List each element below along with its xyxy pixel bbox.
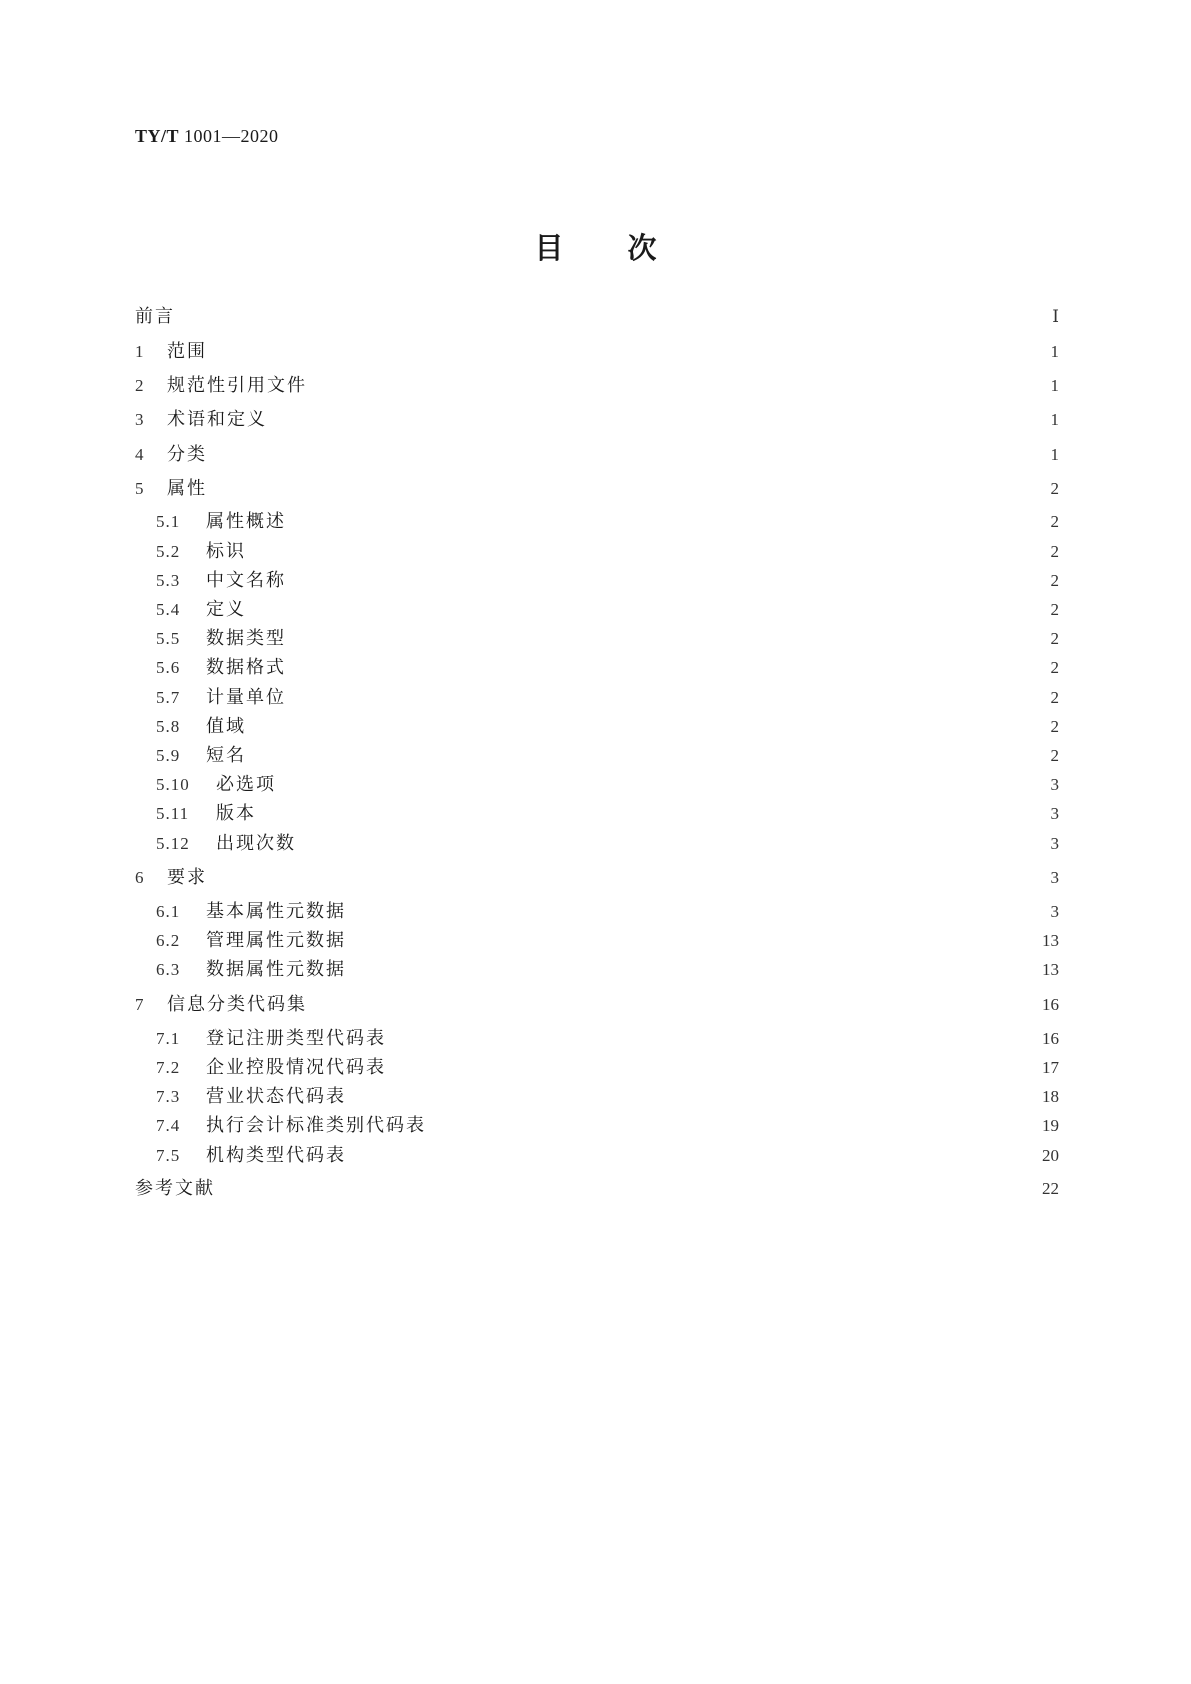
toc-leader [296,627,1039,651]
toc-entry-4[interactable] [135,443,1059,467]
toc-entry-label: 规范性引用文件 [167,375,307,396]
standard-number: 1001—2020 [184,126,279,146]
toc-entry-label: 数据属性元数据 [206,959,346,980]
toc-entry-5-5[interactable] [156,627,1059,651]
toc-entry-7-2[interactable] [156,1056,1059,1080]
toc-entry-number: 4 [135,445,144,464]
toc-entry-number: 6.3 [156,960,181,979]
toc-entry-label: 属性概述 [206,511,286,532]
toc-entry-3[interactable] [135,408,1059,432]
toc-entry-label: 中文名称 [206,570,286,591]
toc-entry-number: 5.6 [156,658,181,677]
toc-entry-number: 2 [135,376,144,395]
toc-entry-5-4[interactable] [156,598,1059,622]
toc-entry-page: 2 [1050,717,1059,736]
toc-entry-number: 5.1 [156,512,181,531]
toc-leader [225,1177,1034,1201]
toc-entry-number: 6.1 [156,902,181,921]
toc-entry-page: 3 [1050,804,1059,823]
toc-entry-5-9[interactable] [156,744,1059,768]
toc-entry-number: 7.2 [156,1058,181,1077]
toc-entry-page: 2 [1050,746,1059,765]
toc-entry-5-6[interactable] [156,656,1059,680]
toc-entry-7-1[interactable] [156,1027,1059,1051]
toc-entry-label: 前言 [135,306,175,327]
toc-leader [388,1056,1034,1080]
toc-leader [258,802,1039,826]
toc-leader [277,408,1039,432]
toc-entry-page: 19 [1042,1116,1059,1135]
toc-entry-number: 5.11 [156,804,190,823]
toc-entry-label: 范围 [167,341,207,362]
toc-entry-number: 6 [135,868,144,887]
toc-entry-page: Ⅰ [1052,307,1059,326]
toc-entry-label: 计量单位 [206,687,286,708]
toc-leader [296,569,1039,593]
toc-entry-5-1[interactable] [156,510,1059,534]
toc-entry-6[interactable] [135,866,1059,890]
toc-leader [278,773,1039,797]
toc-entry-number: 3 [135,410,144,429]
toc-leader [217,340,1039,364]
toc-entry-label: 属性 [167,478,207,499]
toc-entry-page: 18 [1042,1087,1059,1106]
toc-entry-page: 2 [1050,512,1059,531]
toc-entry-7-5[interactable] [156,1144,1059,1168]
toc-entry-label: 值域 [206,716,246,737]
toc-entry-5-2[interactable] [156,540,1059,564]
toc-entry-page: 2 [1050,479,1059,498]
toc-entry-page: 13 [1042,931,1059,950]
toc-entry-label: 参考文献 [135,1178,215,1199]
toc-leader [217,443,1039,467]
toc-entry-page: 2 [1050,688,1059,707]
toc-entry-bibliography[interactable] [135,1177,1059,1201]
toc-entry-5-11[interactable] [156,802,1059,826]
toc-entry-number: 6.2 [156,931,181,950]
toc-entry-label: 基本属性元数据 [206,901,346,922]
toc-entry-7-3[interactable] [156,1085,1059,1109]
toc-entry-label: 标识 [206,541,246,562]
toc-entry-5-8[interactable] [156,715,1059,739]
toc-entry-5-12[interactable] [156,832,1059,856]
toc-entry-number: 7.5 [156,1146,181,1165]
toc-leader [256,715,1039,739]
toc-entry-label: 短名 [206,745,246,766]
toc-entry-6-3[interactable] [156,958,1059,982]
toc-leader [428,1114,1034,1138]
toc-entry-number: 1 [135,342,144,361]
toc-entry-label: 营业状态代码表 [206,1086,346,1107]
toc-entry-page: 3 [1050,834,1059,853]
toc-entry-number: 5.12 [156,834,190,853]
toc-entry-label: 数据格式 [206,657,286,678]
toc-leader [256,598,1039,622]
toc-entry-5-3[interactable] [156,569,1059,593]
title-char-1: 目 [534,231,564,265]
toc-entry-label: 必选项 [216,774,276,795]
toc-entry-page: 2 [1050,629,1059,648]
toc-entry-5-10[interactable] [156,773,1059,797]
toc-entry-page: 2 [1050,542,1059,561]
toc-leader [217,477,1039,501]
toc-entry-number: 5.7 [156,688,181,707]
toc-leader [348,1144,1034,1168]
toc-entry-label: 执行会计标准类别代码表 [206,1115,426,1136]
toc-leader [185,305,1039,329]
toc-entry-label: 版本 [216,803,256,824]
toc-entry-page: 22 [1042,1179,1059,1198]
toc-entry-page: 1 [1050,410,1059,429]
toc-leader [309,993,1034,1017]
toc-entry-number: 5.3 [156,571,181,590]
toc-entry-label: 企业控股情况代码表 [206,1057,386,1078]
toc-entry-page: 16 [1042,995,1059,1014]
toc-leader [256,540,1039,564]
toc-entry-page: 2 [1050,571,1059,590]
toc-leader [356,900,1039,924]
toc-entry-number: 5.9 [156,746,181,765]
toc-entry-page: 3 [1050,868,1059,887]
title-char-2: 次 [627,231,657,265]
toc-leader [348,929,1034,953]
toc-entry-7[interactable] [135,993,1059,1017]
toc-entry-foreword[interactable] [135,305,1059,329]
toc-entry-page: 20 [1042,1146,1059,1165]
toc-entry-page: 2 [1050,600,1059,619]
toc-entry-label: 信息分类代码集 [167,994,307,1015]
toc-entry-label: 出现次数 [216,833,296,854]
toc-entry-label: 分类 [167,444,207,465]
toc-entry-6-2[interactable] [156,929,1059,953]
toc-entry-label: 登记注册类型代码表 [206,1028,386,1049]
toc-entry-5-7[interactable] [156,686,1059,710]
toc-entry-page: 13 [1042,960,1059,979]
standard-prefix: TY/T [135,126,180,146]
toc-leader [217,866,1039,890]
toc-leader [296,510,1039,534]
toc-entry-2[interactable] [135,374,1059,398]
toc-entry-label: 定义 [206,599,246,620]
toc-entry-label: 管理属性元数据 [206,930,346,951]
toc-entry-page: 3 [1050,902,1059,921]
toc-entry-7-4[interactable] [156,1114,1059,1138]
toc-leader [296,656,1039,680]
toc-entry-5[interactable] [135,477,1059,501]
toc-leader [348,1085,1034,1109]
toc-entry-6-1[interactable] [156,900,1059,924]
toc-entry-number: 5 [135,479,144,498]
toc-entry-number: 7 [135,995,144,1014]
toc-entry-page: 1 [1050,445,1059,464]
toc-entry-label: 要求 [167,867,207,888]
toc-leader [296,686,1039,710]
toc-entry-label: 数据类型 [206,628,286,649]
toc-leader [388,1027,1034,1051]
toc-entry-label: 术语和定义 [167,409,267,430]
toc-entry-number: 7.4 [156,1116,181,1135]
toc-entry-page: 1 [1050,376,1059,395]
toc-leader [298,832,1039,856]
toc-entry-number: 5.2 [156,542,181,561]
toc-entry-number: 5.5 [156,629,181,648]
toc-entry-number: 7.1 [156,1029,181,1048]
toc-leader [317,374,1039,398]
toc-leader [348,958,1034,982]
toc-leader [256,744,1039,768]
toc-entry-number: 7.3 [156,1087,181,1106]
toc-entry-1[interactable] [135,340,1059,364]
toc-entry-number: 5.10 [156,775,190,794]
toc-entry-label: 机构类型代码表 [206,1145,346,1166]
toc-entry-page: 1 [1050,342,1059,361]
toc-entry-number: 5.4 [156,600,181,619]
toc-entry-page: 17 [1042,1058,1059,1077]
toc-entry-number: 5.8 [156,717,181,736]
toc-entry-page: 16 [1042,1029,1059,1048]
toc-entry-page: 3 [1050,775,1059,794]
toc-entry-page: 2 [1050,658,1059,677]
